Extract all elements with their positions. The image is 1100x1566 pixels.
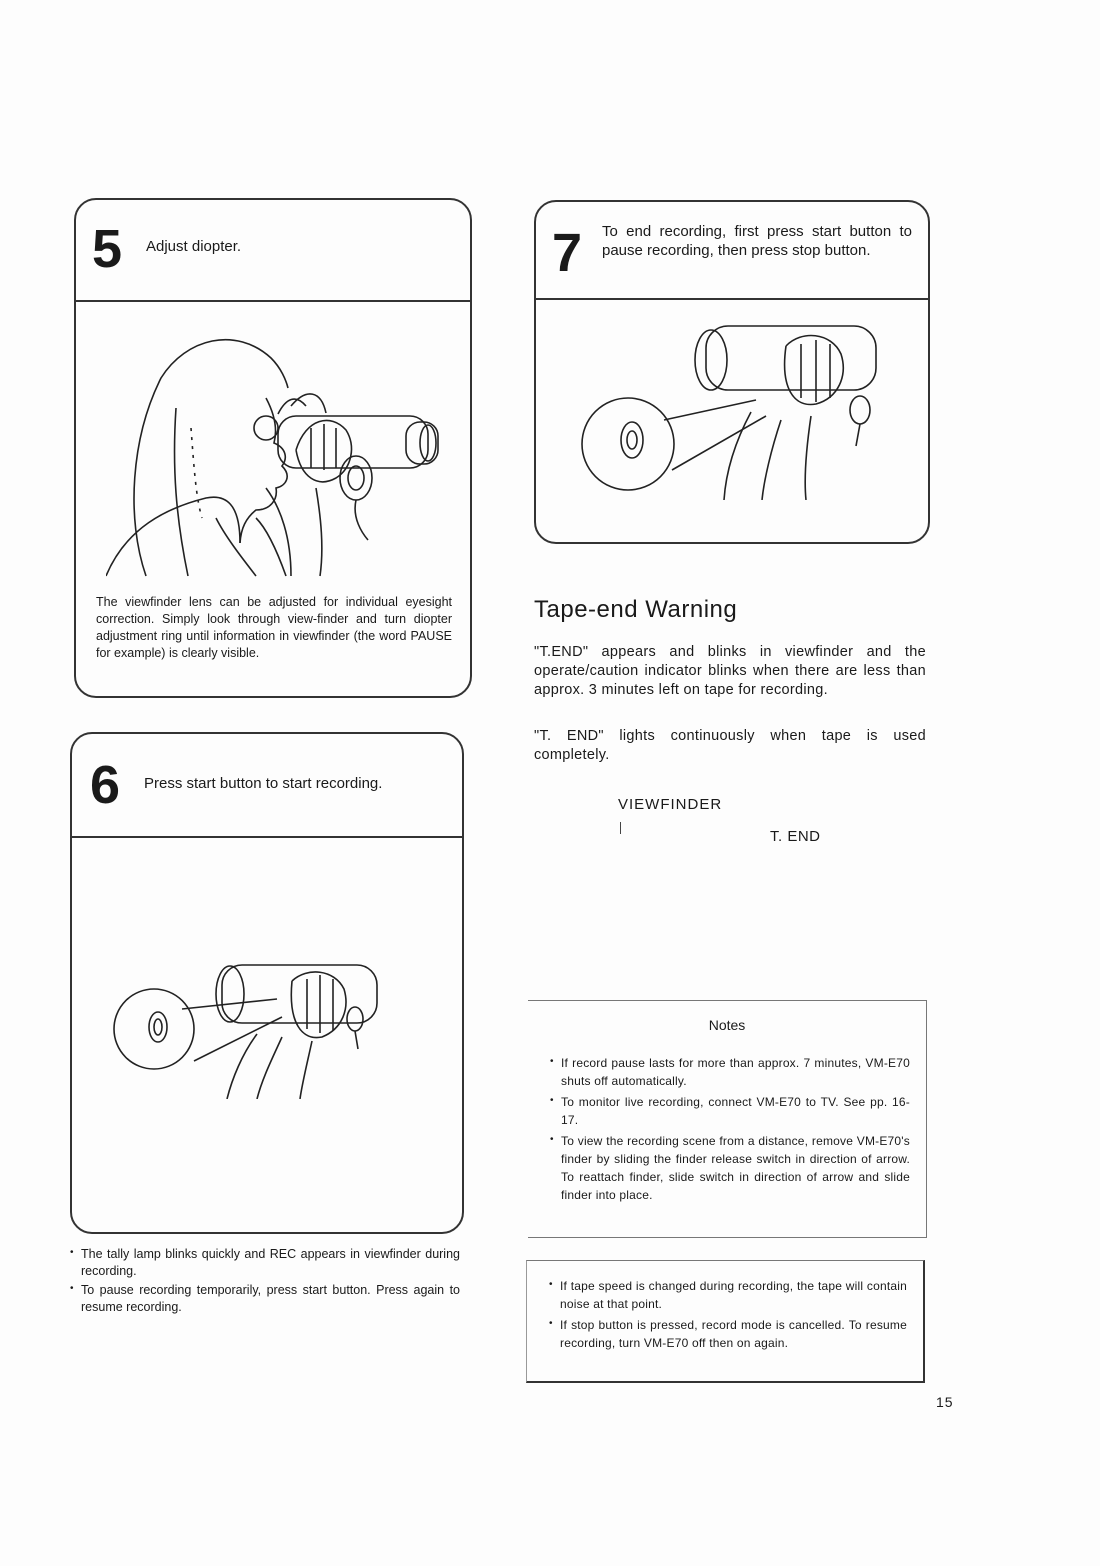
tape-end-paragraph-1: "T.END" appears and blinks in viewfinder and the operate/caution indicator blinks when there are less than approx. 3 minutes left on tape for recording. (534, 644, 926, 698)
warnings-list (549, 1277, 907, 1355)
tend-indicator: T. END (770, 828, 821, 845)
hand-start-button-illustration (112, 959, 382, 1099)
step-6-note: • The tally lamp blinks quickly and REC appears in viewfinder during recording. (70, 1246, 460, 1279)
step-5-title: Adjust diopter. (146, 238, 242, 255)
step-6-number: 6 (90, 755, 121, 815)
note-item: • To view the recording scene from a distance, remove VM-E70's finder by sliding the finder release switch in direction of arrow. To reattach finder, slide switch in direction of arrow and slide finder into place. (550, 1132, 910, 1204)
viewfinder-frame-mark (620, 822, 621, 834)
note-item: • To monitor live recording, connect VM-E70 to TV. See pp. 16-17. (550, 1093, 910, 1129)
notes-box (528, 1000, 927, 1238)
tape-end-paragraph-2: "T. END" lights continuously when tape is used completely. (534, 728, 926, 763)
notes-heading: Notes (708, 1017, 746, 1033)
step-5-header (76, 200, 470, 302)
hand-stop-button-illustration (576, 320, 896, 500)
warning-item: • If stop button is pressed, record mode is cancelled. To resume recording, turn VM-E70 off then on again. (549, 1316, 907, 1352)
step-7-header (536, 202, 928, 300)
step-7-title: To end recording, first press start button to pause recording, then press stop button. (602, 223, 912, 259)
page-number: 15 (936, 1394, 954, 1410)
person-eye-viewfinder-illustration (106, 318, 446, 580)
step-6-header (72, 734, 462, 838)
tape-end-heading: Tape-end Warning (534, 596, 738, 623)
step-7-number: 7 (552, 223, 583, 283)
warnings-box (526, 1260, 925, 1383)
step-5-caption: The viewfinder lens can be adjusted for individual eyesight correction. Simply look through view-finder and turn diopter adjustment ring until information in viewfinder (the word PAUSE for example) is clearly visible. (96, 595, 452, 660)
step-6-note: • To pause recording temporarily, press start button. Press again to resume recording. (70, 1282, 460, 1315)
step-5-panel (74, 198, 472, 698)
note-item: • If record pause lasts for more than approx. 7 minutes, VM-E70 shuts off automatically. (550, 1054, 910, 1090)
step-6-notes (70, 1246, 460, 1318)
warning-item: • If tape speed is changed during recording, the tape will contain noise at that point. (549, 1277, 907, 1313)
step-6-panel (70, 732, 464, 1234)
notes-list (550, 1054, 910, 1207)
step-5-number: 5 (92, 219, 123, 279)
step-6-title: Press start button to start recording. (144, 775, 383, 792)
viewfinder-label: VIEWFINDER (618, 796, 723, 813)
step-7-panel (534, 200, 930, 544)
